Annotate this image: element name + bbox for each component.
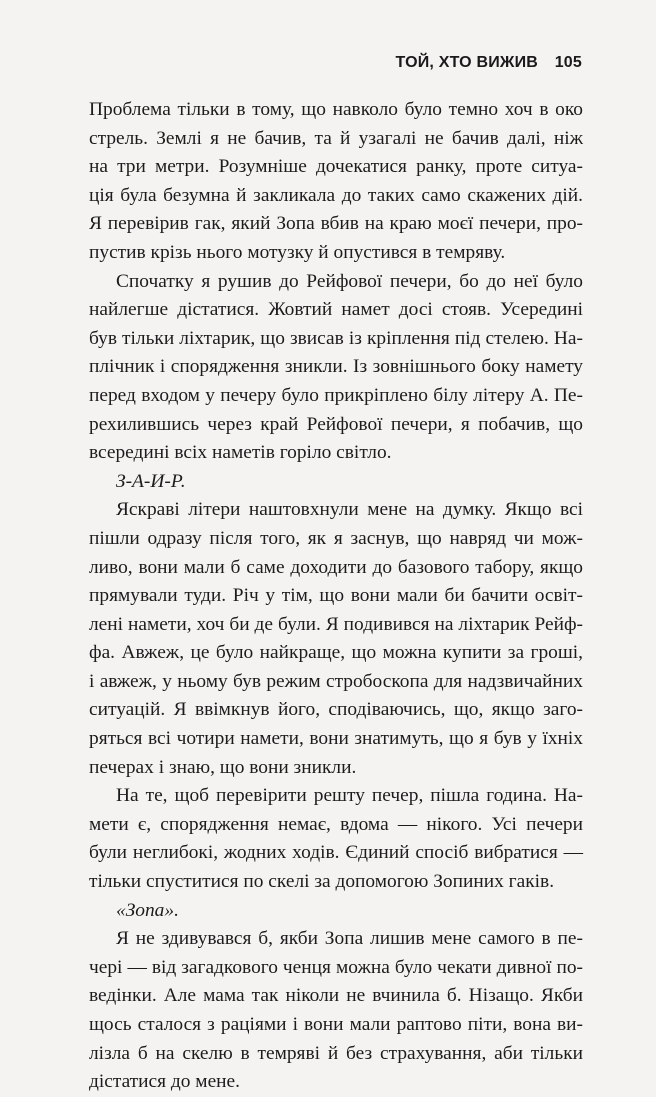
text-line: плічник і спорядження зникли. Із зовнішнього боку намету bbox=[89, 356, 583, 378]
text-line: ливо, вони мали б саме доходити до базового табору, якщо bbox=[89, 556, 583, 578]
text-line: тільки спуститися по скелі за допомогою Зопиних гаків. bbox=[89, 871, 555, 893]
text-line: На те, щоб перевірити решту печер, пішла година. На- bbox=[116, 785, 583, 807]
text-line: Проблема тільки в тому, що навколо було темно хоч в око bbox=[89, 99, 583, 120]
text-line: стрель. Землі я не бачив, та й узагалі не бачив далі, ніж bbox=[89, 127, 583, 149]
text-line: і авжеж, у ньому був режим стробоскопа для надзвичайних bbox=[89, 670, 583, 692]
text-line: пустив крізь нього мотузку й опустився в темряву. bbox=[89, 241, 506, 263]
text-line: З-А-И-Р. bbox=[116, 470, 186, 492]
text-line: щось сталося з раціями і вони мали раптово піти, вона ви- bbox=[89, 1014, 583, 1035]
running-header bbox=[396, 54, 582, 72]
text-line: були неглибокі, жодних ходів. Єдиний спосіб вибратися — bbox=[89, 842, 583, 864]
text-line: Яскраві літери наштовхнули мене на думку. Якщо всі bbox=[116, 499, 583, 521]
text-line: лені намети, хоч би де були. Я подивився на ліхтарик Рейф- bbox=[89, 613, 583, 635]
text-line: печерах і знаю, що вони зникли. bbox=[89, 756, 357, 778]
text-line: мети є, спорядження немає, вдома — нікого. Усі печери bbox=[89, 813, 583, 835]
text-line: найлегше дістатися. Жовтий намет досі стояв. Усередині bbox=[89, 299, 583, 321]
text-line: лізла б на скелю в темряві й без страхування, аби тільки bbox=[89, 1042, 583, 1064]
text-line: пішли одразу після того, як я заснув, що навряд чи мож- bbox=[89, 527, 583, 549]
text-line: Я перевірив гак, який Зопа вбив на краю моєї печери, про- bbox=[89, 213, 583, 235]
text-line: рехилившись через край Рейфової печери, я побачив, що bbox=[89, 413, 583, 435]
text-line: прямували туди. Річ у тім, що вони мали би бачити освіт- bbox=[89, 585, 583, 607]
text-line: Спочатку я рушив до Рейфової печери, бо до неї було bbox=[116, 270, 583, 292]
text-line: на три метри. Розумніше дочекатися ранку, проте ситуа- bbox=[89, 156, 583, 178]
text-line: ситуацій. Я ввімкнув його, сподіваючись, що, якщо заго- bbox=[89, 699, 583, 721]
text-line: «Зопа». bbox=[116, 899, 179, 921]
text-line: був тільки ліхтарик, що звисав із кріплення під стелею. На- bbox=[89, 327, 583, 349]
page-number: 105 bbox=[554, 54, 582, 71]
text-line: перед входом у печеру було прикріплено білу літеру А. Пе- bbox=[89, 384, 583, 406]
text-line: чері — від загадкового ченця можна було чекати дивної по- bbox=[89, 956, 583, 978]
text-line: дістатися до мене. bbox=[89, 1071, 241, 1093]
text-line: всередині всіх наметів горіло світло. bbox=[89, 442, 392, 464]
body-text bbox=[89, 96, 583, 1097]
text-line: ряться всі чотири намети, вони знатимуть, що я був у їхніх bbox=[89, 728, 583, 750]
text-line: фа. Авжеж, це було найкраще, що можна купити за гроші, bbox=[89, 642, 583, 664]
running-title: ТОЙ, ХТО ВИЖИВ bbox=[395, 54, 539, 71]
text-line: ція була безумна й закликала до таких само скажених дій. bbox=[89, 184, 583, 206]
text-line: ведінки. Але мама так ніколи не вчинила б. Нізащо. Якби bbox=[89, 985, 583, 1007]
text-line: Я не здивувався б, якби Зопа лишив мене самого в пе- bbox=[116, 928, 583, 950]
